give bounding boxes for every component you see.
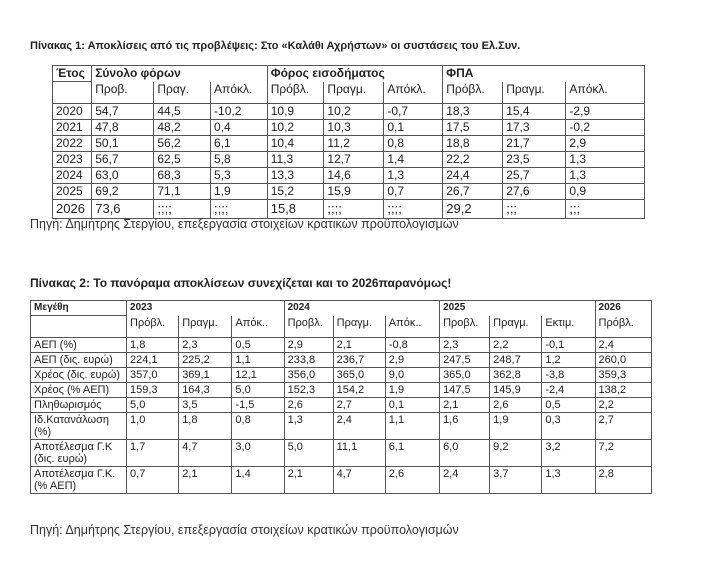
table-cell: 0,1 xyxy=(385,398,439,413)
table-cell: 10,2 xyxy=(324,104,384,120)
table-cell: 6,1 xyxy=(385,440,439,467)
table1-group-header-row xyxy=(53,66,645,82)
table-row xyxy=(53,136,645,152)
table-cell: 1,7 xyxy=(127,440,179,467)
table2-title: Πίνακας 2: Το πανόραμα αποκλίσεων συνεχίζεται και το 2026παρανόμως! xyxy=(30,276,452,290)
column-header: Απόκ.. xyxy=(232,316,284,338)
table-cell: 3,2 xyxy=(542,440,595,467)
table-cell: 138,2 xyxy=(595,383,651,398)
table-cell: Χρέος (δις. ευρώ) xyxy=(31,368,127,383)
table-cell: 10,9 xyxy=(267,104,324,120)
table-cell: 12,1 xyxy=(232,368,284,383)
table-cell: 48,2 xyxy=(154,120,211,136)
table-row xyxy=(31,338,652,353)
table-cell: 3,5 xyxy=(179,398,232,413)
table-cell: 17,3 xyxy=(503,120,566,136)
table-cell: 1,3 xyxy=(542,467,595,494)
column-header: Απόκ.. xyxy=(385,316,439,338)
column-header: Απόκλ. xyxy=(384,82,443,104)
table-cell: 2,6 xyxy=(385,467,439,494)
table-cell: 13,3 xyxy=(267,168,324,184)
table-cell: -1,5 xyxy=(232,398,284,413)
table-row xyxy=(53,184,645,200)
table-cell: Αποτέλεσμα Γ.Κ. (% ΑΕΠ) xyxy=(31,467,127,494)
column-header: Πρόβλ. xyxy=(127,316,179,338)
table1-subheader-row xyxy=(53,82,645,104)
table2-subheader-row xyxy=(31,316,652,338)
table-cell: 14,6 xyxy=(324,168,384,184)
table-cell: 1,3 xyxy=(566,152,645,168)
table-cell: Ιδ.Κατανάλωση (%) xyxy=(31,413,127,440)
table-cell: 2,8 xyxy=(595,467,651,494)
table-cell: 71,1 xyxy=(154,184,211,200)
table-cell: 1,3 xyxy=(566,168,645,184)
table-cell: 0,5 xyxy=(542,398,595,413)
year-header: 2024 xyxy=(284,301,439,316)
table-cell: 2023 xyxy=(53,152,92,168)
table-cell: 15,8 xyxy=(267,200,324,219)
column-header: Πρόβλ. xyxy=(595,316,651,338)
table-cell: ;;;; xyxy=(154,200,211,219)
table-cell: 356,0 xyxy=(284,368,333,383)
table-cell: 159,3 xyxy=(127,383,179,398)
table-cell: 1,8 xyxy=(127,338,179,353)
table-cell: 224,1 xyxy=(127,353,179,368)
table-cell: -0,7 xyxy=(384,104,443,120)
table-cell: 6,0 xyxy=(440,440,490,467)
table-cell: 152,3 xyxy=(284,383,333,398)
table-cell: 5,3 xyxy=(211,168,268,184)
table-cell: 0,7 xyxy=(127,467,179,494)
table-row xyxy=(31,383,652,398)
table-cell: 73,6 xyxy=(92,200,154,219)
column-header: Πραγμ. xyxy=(503,82,566,104)
table-cell: 1,0 xyxy=(127,413,179,440)
column-header: Προβλ. xyxy=(440,316,490,338)
table-cell: 9,2 xyxy=(490,440,542,467)
table-cell: 54,7 xyxy=(92,104,154,120)
table-row xyxy=(53,168,645,184)
table-cell: 2,7 xyxy=(595,413,651,440)
table-cell: 22,2 xyxy=(443,152,503,168)
table-cell: 1,4 xyxy=(384,152,443,168)
table-cell: 0,4 xyxy=(211,120,268,136)
table-cell: 10,3 xyxy=(324,120,384,136)
table-cell: 236,7 xyxy=(333,353,385,368)
table-cell: 2,9 xyxy=(566,136,645,152)
table-cell: 56,2 xyxy=(154,136,211,152)
table-cell: 4,7 xyxy=(333,467,385,494)
table-cell: 26,7 xyxy=(443,184,503,200)
table-cell: 0,7 xyxy=(384,184,443,200)
table-cell: 44,5 xyxy=(154,104,211,120)
table-cell: ΑΕΠ (δις. ευρώ) xyxy=(31,353,127,368)
table-cell: 248,7 xyxy=(490,353,542,368)
table1-source: Πηγή: Δημήτρης Στεργίου, επεξεργασία στοιχείων κρατικών προϋπολογισμών xyxy=(30,217,459,231)
table-cell: 18,8 xyxy=(443,136,503,152)
empty-cell xyxy=(53,82,92,104)
table-cell: 2022 xyxy=(53,136,92,152)
table-cell: 1,3 xyxy=(284,413,333,440)
table-cell: 7,2 xyxy=(595,440,651,467)
table-cell: 6,1 xyxy=(211,136,268,152)
table-cell: 27,6 xyxy=(503,184,566,200)
table-cell: 1,1 xyxy=(385,413,439,440)
table-cell: 69,2 xyxy=(92,184,154,200)
table-cell: 11,1 xyxy=(333,440,385,467)
table-cell: ;;; xyxy=(503,200,566,219)
table-cell: 2,3 xyxy=(440,338,490,353)
column-header: Πραγμ. xyxy=(324,82,384,104)
column-header: Πρόβλ. xyxy=(267,82,324,104)
table-cell: -2,9 xyxy=(566,104,645,120)
table-cell: 15,9 xyxy=(324,184,384,200)
table-cell: 0,1 xyxy=(384,120,443,136)
table-cell: 2,1 xyxy=(333,338,385,353)
column-header: Πραγμ. xyxy=(490,316,542,338)
table-cell: 1,4 xyxy=(232,467,284,494)
group-header: Σύνολο φόρων xyxy=(92,66,268,82)
table-cell: ΑΕΠ (%) xyxy=(31,338,127,353)
table-cell: 2020 xyxy=(53,104,92,120)
table-cell: ;;; xyxy=(566,200,645,219)
table-row xyxy=(31,413,652,440)
table-cell: 0,3 xyxy=(542,413,595,440)
table-cell: Πληθωρισμός xyxy=(31,398,127,413)
table-cell: 1,8 xyxy=(179,413,232,440)
table-cell: 2,1 xyxy=(179,467,232,494)
group-header: ΦΠΑ xyxy=(443,66,645,82)
table-row xyxy=(31,368,652,383)
table-cell: 0,5 xyxy=(232,338,284,353)
table-cell: 1,9 xyxy=(490,413,542,440)
table-cell: 2,2 xyxy=(490,338,542,353)
table-cell: 15,2 xyxy=(267,184,324,200)
table-cell: 359,3 xyxy=(595,368,651,383)
table-row xyxy=(53,120,645,136)
table-cell: 11,3 xyxy=(267,152,324,168)
table-cell: 2,6 xyxy=(490,398,542,413)
table-cell: 2,6 xyxy=(284,398,333,413)
table-cell: 2026 xyxy=(53,200,92,219)
table-cell: 164,3 xyxy=(179,383,232,398)
table-cell: 21,7 xyxy=(503,136,566,152)
table-cell: 56,7 xyxy=(92,152,154,168)
table-cell: Χρέος (% ΑΕΠ) xyxy=(31,383,127,398)
table-cell: 1,9 xyxy=(385,383,439,398)
column-header: Προβλ. xyxy=(284,316,333,338)
table-row xyxy=(31,353,652,368)
table-cell: 0,8 xyxy=(232,413,284,440)
table-cell: 145,9 xyxy=(490,383,542,398)
table2-year-header-row xyxy=(31,301,652,316)
table-cell: 47,8 xyxy=(92,120,154,136)
table-cell: 1,1 xyxy=(232,353,284,368)
table-cell: -3,8 xyxy=(542,368,595,383)
table-cell: 25,7 xyxy=(503,168,566,184)
table-row xyxy=(31,398,652,413)
table-cell: -0,8 xyxy=(385,338,439,353)
table-cell: 1,3 xyxy=(384,168,443,184)
table-cell: -2,4 xyxy=(542,383,595,398)
table-cell: 365,0 xyxy=(440,368,490,383)
table-cell: 24,4 xyxy=(443,168,503,184)
table2-source: Πηγή: Δημήτρης Στεργίου, επεξεργασία στοιχείων κρατικών προϋπολογισμών xyxy=(30,523,459,537)
table-row xyxy=(53,200,645,219)
table-cell: 4,7 xyxy=(179,440,232,467)
table-cell: 147,5 xyxy=(440,383,490,398)
table-cell: 18,3 xyxy=(443,104,503,120)
table-row xyxy=(53,152,645,168)
table-cell: 225,2 xyxy=(179,353,232,368)
table-cell: 2,1 xyxy=(284,467,333,494)
table-cell: 17,5 xyxy=(443,120,503,136)
table-row xyxy=(31,467,652,494)
table-cell: 2021 xyxy=(53,120,92,136)
year-header: 2023 xyxy=(127,301,285,316)
table-cell: 68,3 xyxy=(154,168,211,184)
table-cell: 2,1 xyxy=(440,398,490,413)
table-cell: ;;;; xyxy=(211,200,268,219)
table-cell: 2024 xyxy=(53,168,92,184)
group-header: Φόρος εισοδήματος xyxy=(267,66,443,82)
table-cell: Αποτέλεσμα Γ.Κ (δις. ευρώ) xyxy=(31,440,127,467)
table-cell: 1,2 xyxy=(542,353,595,368)
table-cell: -0,2 xyxy=(566,120,645,136)
table-cell: 2,9 xyxy=(284,338,333,353)
table-cell: 23,5 xyxy=(503,152,566,168)
column-header: Απόκλ. xyxy=(566,82,645,104)
table-cell: 365,0 xyxy=(333,368,385,383)
table-cell: 357,0 xyxy=(127,368,179,383)
table-cell: 5,0 xyxy=(284,440,333,467)
table-row xyxy=(31,440,652,467)
column-header: Πραγ. xyxy=(154,82,211,104)
table-cell: 369,1 xyxy=(179,368,232,383)
year-header: Έτος xyxy=(53,66,92,82)
table-cell: 5,0 xyxy=(127,398,179,413)
table-cell: 10,2 xyxy=(267,120,324,136)
column-header: Πρόβλ. xyxy=(443,82,503,104)
column-header: Πραγμ. xyxy=(333,316,385,338)
table-cell: 50,1 xyxy=(92,136,154,152)
table-cell: 0,9 xyxy=(566,184,645,200)
table-cell: 12,7 xyxy=(324,152,384,168)
table-cell: 9,0 xyxy=(385,368,439,383)
table-row xyxy=(53,104,645,120)
table-cell: 2,9 xyxy=(385,353,439,368)
column-header: Προβ. xyxy=(92,82,154,104)
column-header: Πραγμ. xyxy=(179,316,232,338)
year-header: 2026 xyxy=(595,301,651,316)
table-cell: 247,5 xyxy=(440,353,490,368)
table-cell: 2,4 xyxy=(440,467,490,494)
table-cell: 63,0 xyxy=(92,168,154,184)
table1-title: Πίνακας 1: Αποκλίσεις από τις προβλέψεις: Στο «Καλάθι Αχρήστων» οι συστάσεις του Ελ.Συν. xyxy=(30,40,521,52)
table-cell: ;;;; xyxy=(324,200,384,219)
table-cell: 3,0 xyxy=(232,440,284,467)
table-cell: 260,0 xyxy=(595,353,651,368)
column-header: Απόκλ. xyxy=(211,82,268,104)
column-header: Εκτιμ. xyxy=(542,316,595,338)
table-cell: 0,8 xyxy=(384,136,443,152)
table-cell: -0,1 xyxy=(542,338,595,353)
table-cell: 5,0 xyxy=(232,383,284,398)
table-cell: 2,3 xyxy=(179,338,232,353)
table-cell: 15,4 xyxy=(503,104,566,120)
table-cell: 5,8 xyxy=(211,152,268,168)
table-cell: 29,2 xyxy=(443,200,503,219)
table-cell: 1,9 xyxy=(211,184,268,200)
table-cell: 2,4 xyxy=(333,413,385,440)
table-cell: 11,2 xyxy=(324,136,384,152)
table-cell: 3,7 xyxy=(490,467,542,494)
table-cell: 1,6 xyxy=(440,413,490,440)
table-cell: 154,2 xyxy=(333,383,385,398)
empty-cell xyxy=(31,316,127,338)
table2 xyxy=(30,300,652,494)
table-cell: 2,7 xyxy=(333,398,385,413)
year-header: 2025 xyxy=(440,301,595,316)
table-cell: 2,2 xyxy=(595,398,651,413)
table1 xyxy=(52,65,645,219)
table-cell: 62,5 xyxy=(154,152,211,168)
label-header: Μεγέθη xyxy=(31,301,127,316)
table-cell: ;;;; xyxy=(384,200,443,219)
table-cell: 2025 xyxy=(53,184,92,200)
table-cell: 233,8 xyxy=(284,353,333,368)
table-cell: -10,2 xyxy=(211,104,268,120)
table-cell: 2,4 xyxy=(595,338,651,353)
table-cell: 10,4 xyxy=(267,136,324,152)
table-cell: 362,8 xyxy=(490,368,542,383)
